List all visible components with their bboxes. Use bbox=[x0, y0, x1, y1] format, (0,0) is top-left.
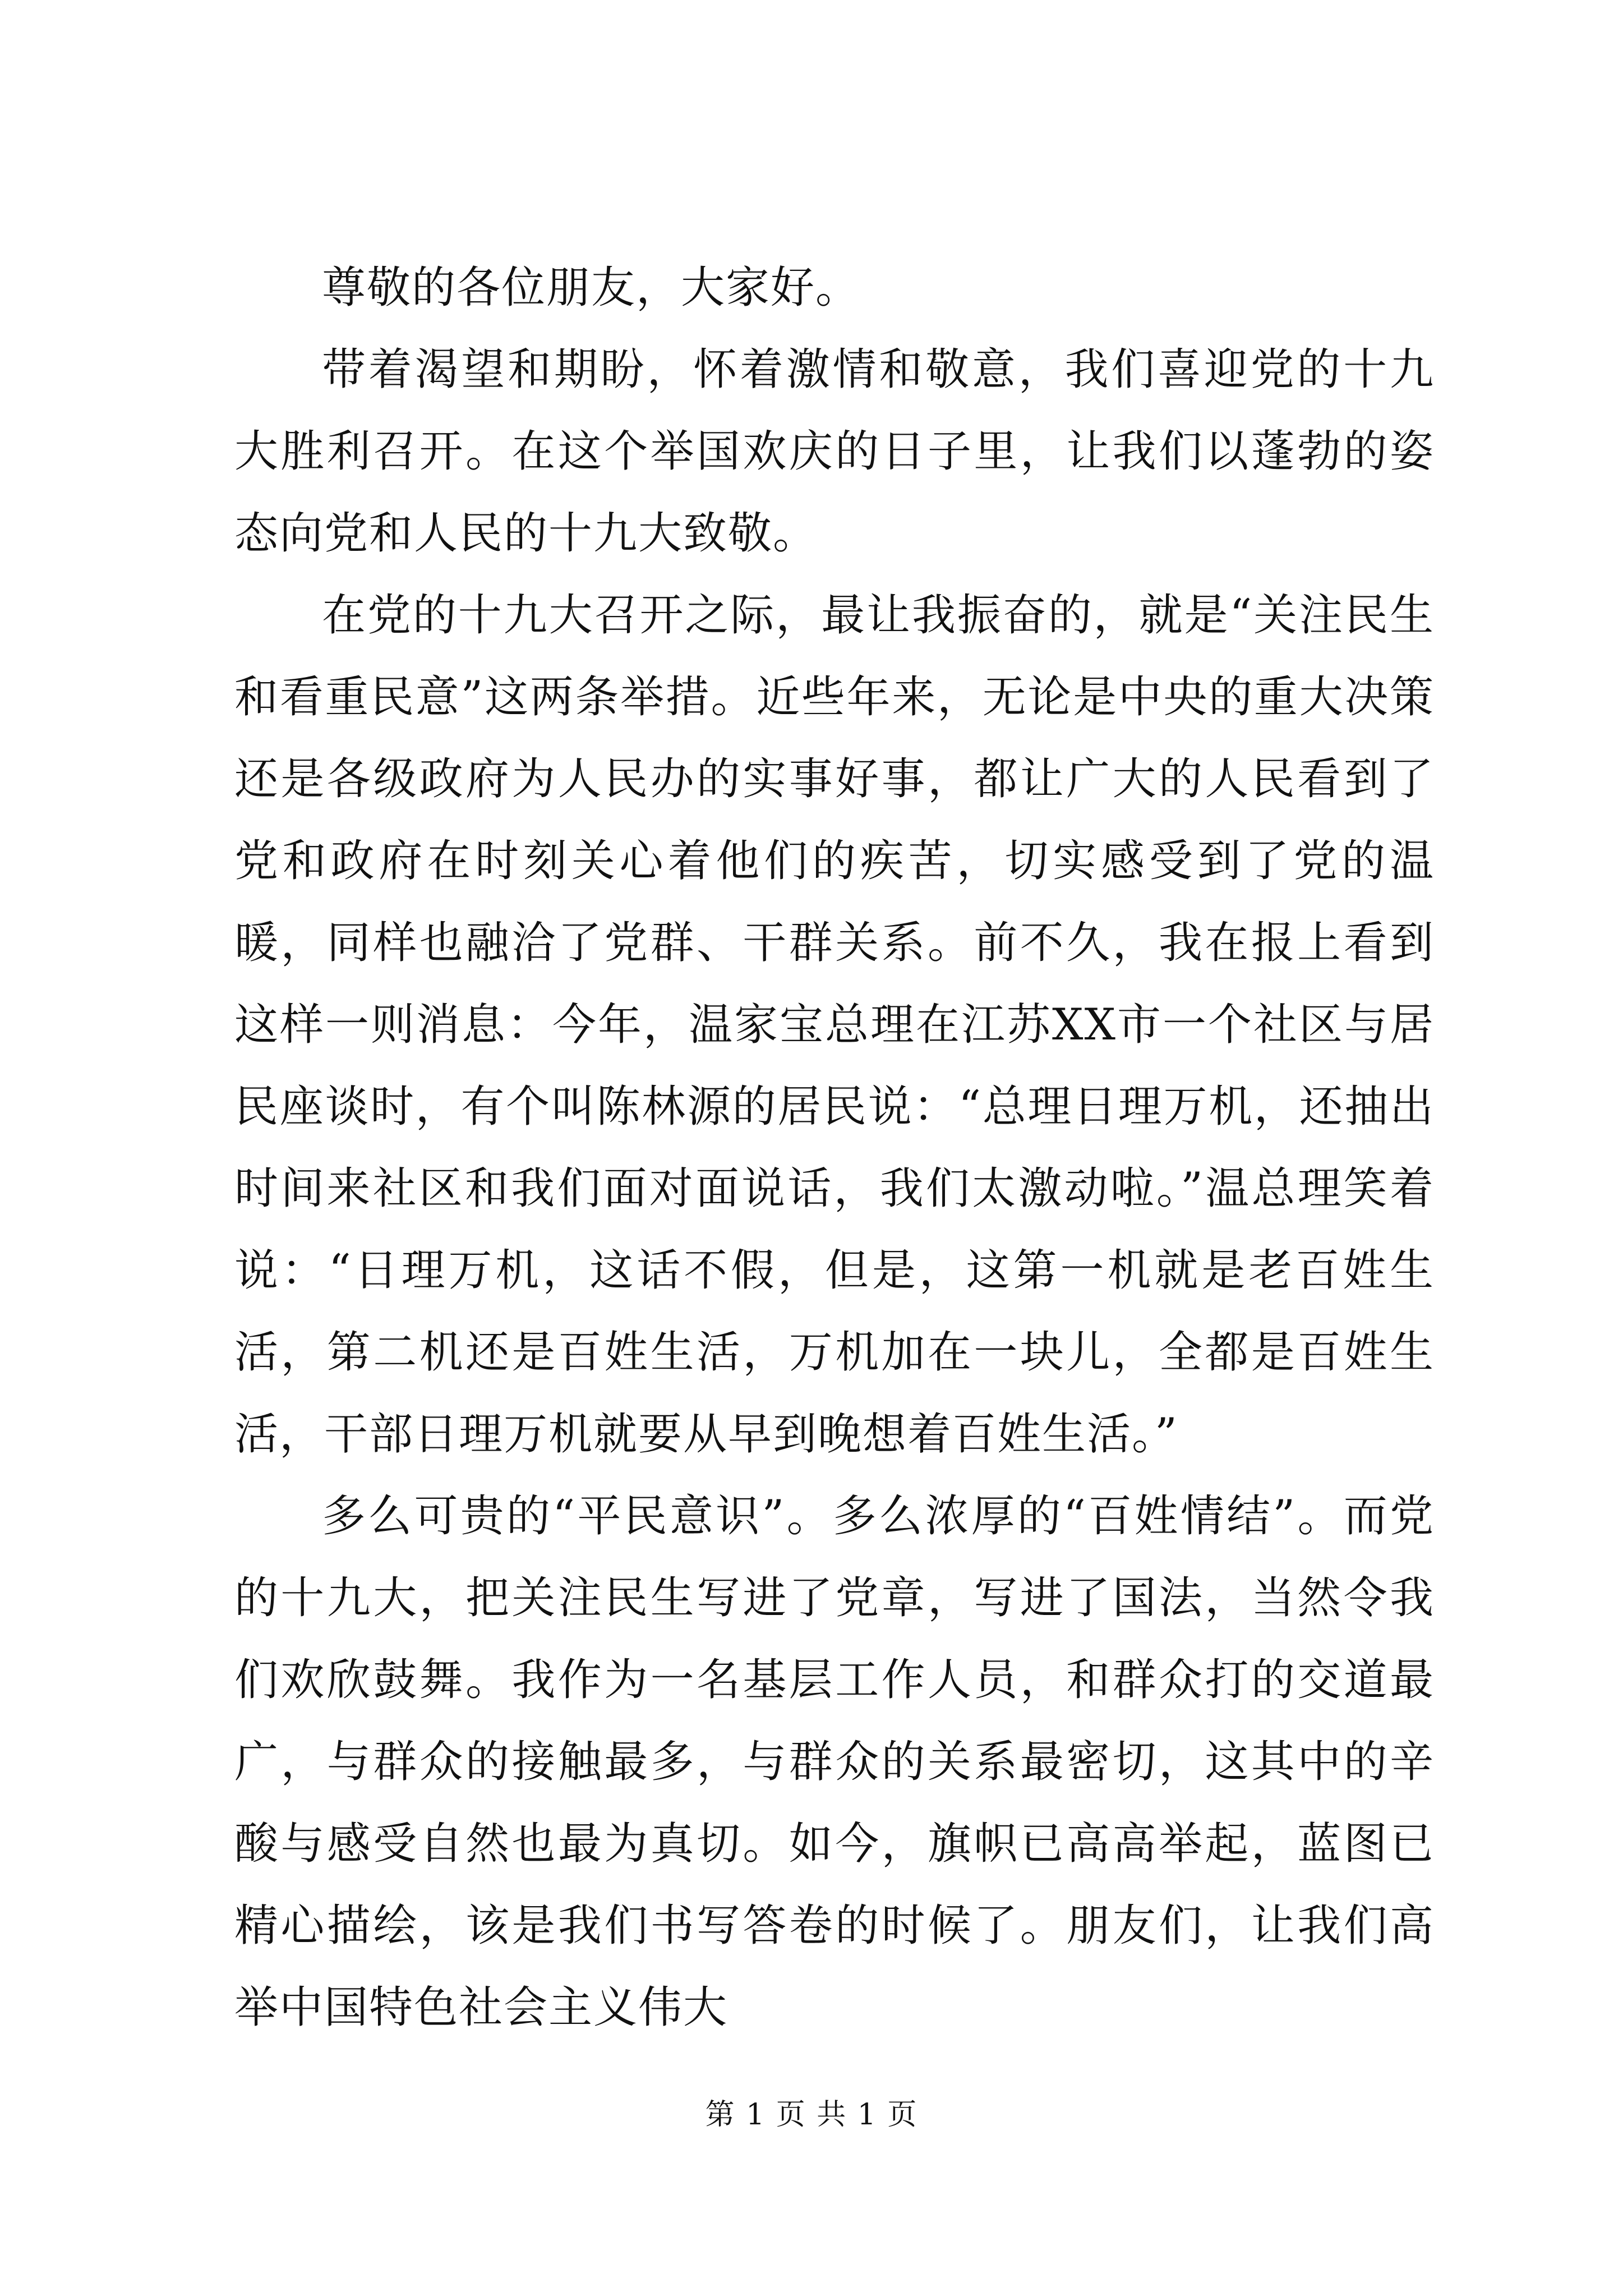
paragraph-livelihood: 在党的十九大召开之际，最让我振奋的，就是“关注民生和看重民意”这两条举措。近些年来，无论是中央的重大决策还是各级政府为人民办的实事好事，都让广大的人民看到了党和政府在时刻关心着他们的疾苦，切实感受到了党的温暖，同样也融洽了党群、干群关系。前不久，我在报上看到这样一则消息：今年，温家宝总理在江苏XX市一个社区与居民座谈时，有个叫陈林源的居民说：“总理日理万机，还抽出时间来社区和我们面对面说话，我们太激动啦。”温总理笑着说：“日理万机，这话不假，但是，这第一机就是老百姓生活，第二机还是百姓生活，万机加在一块儿，全都是百姓生活，干部日理万机就要从早到晚想着百姓生活。” bbox=[234, 590, 1435, 1460]
document-body bbox=[234, 247, 1435, 2049]
page-number-footer: 第 1 页 共 1 页 bbox=[705, 2098, 918, 2132]
paragraph-greeting: 尊敬的各位朋友，大家好。 bbox=[322, 263, 861, 313]
paragraph-celebration: 带着渴望和期盼，怀着激情和敬意，我们喜迎党的十九大胜利召开。在这个举国欢庆的日子里，让我们以蓬勃的姿态向党和人民的十九大致敬。 bbox=[234, 344, 1435, 559]
paragraph-conclusion: 多么可贵的“平民意识”。多么浓厚的“百姓情结”。而党的十九大，把关注民生写进了党章，写进了国法，当然令我们欢欣鼓舞。我作为一名基层工作人员，和群众打的交道最广，与群众的接触最多，与群众的关系最密切，这其中的辛酸与感受自然也最为真切。如今，旗帜已高高举起，蓝图已精心描绘，该是我们书写答卷的时候了。朋友们，让我们高举中国特色社会主义伟大 bbox=[234, 1491, 1435, 2033]
